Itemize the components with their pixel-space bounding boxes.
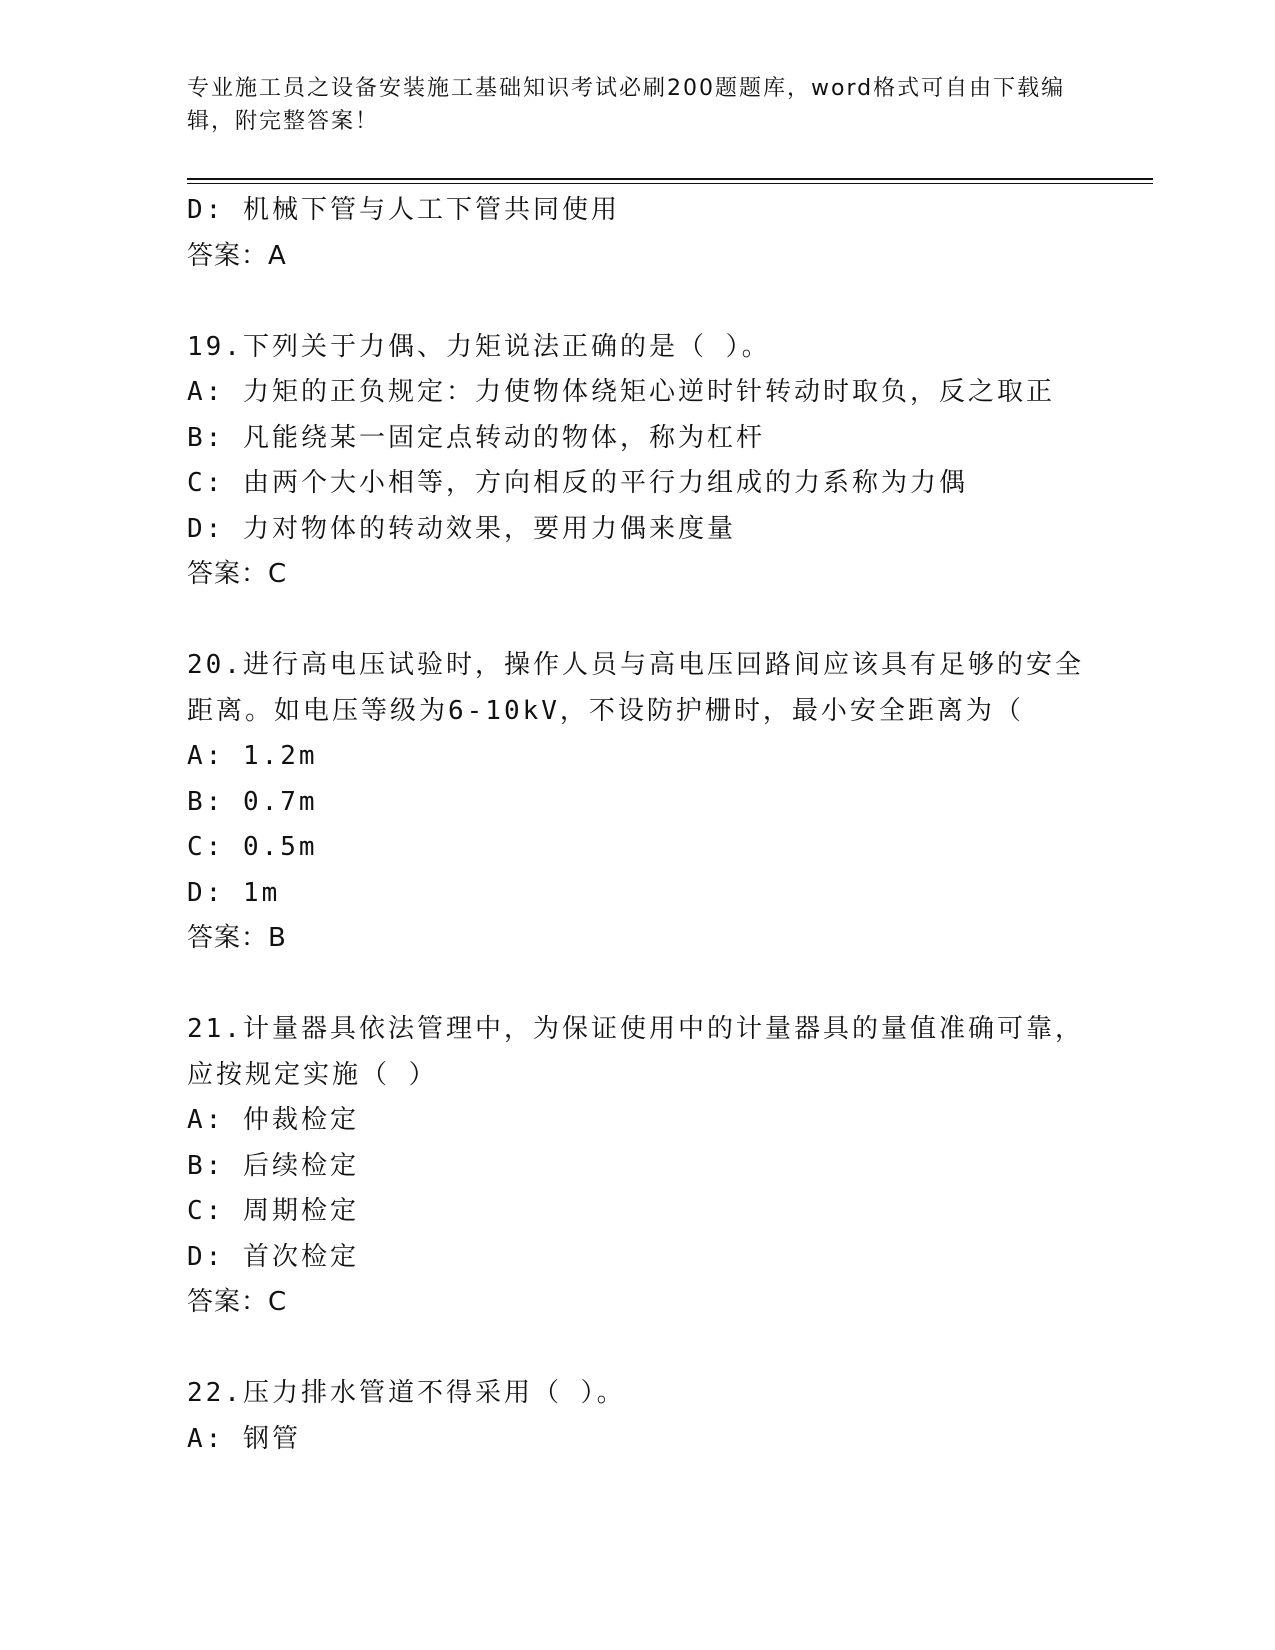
- option-d: D: 首次检定: [187, 1241, 359, 1272]
- document-header: [187, 72, 1087, 138]
- answer: 答案：B: [187, 923, 287, 953]
- option-c: C: 由两个大小相等，方向相反的平行力组成的力系称为力偶: [187, 468, 968, 498]
- question-stem: 应按规定实施（ ）: [187, 1059, 438, 1090]
- answer: 答案：A: [187, 240, 287, 271]
- answer: 答案：C: [187, 1287, 288, 1317]
- option-b: B: 后续检定: [187, 1150, 359, 1181]
- header-divider-thin: [187, 183, 1153, 184]
- option-a: A: 力矩的正负规定：力使物体绕矩心逆时针转动时取负，反之取正: [187, 377, 1055, 407]
- header-title: 专业施工员之设备安装施工基础知识考试必刷200题题库，word格式可自由下载编辑，附完整答案！: [187, 76, 1066, 134]
- option-d: D: 机械下管与人工下管共同使用: [187, 195, 620, 225]
- option-d: D: 力对物体的转动效果，要用力偶来度量: [187, 513, 736, 544]
- option-a: A: 仲裁检定: [187, 1105, 359, 1135]
- question-stem: 距离。如电压等级为6-10kV，不设防护栅时，最小安全距离为（: [187, 695, 1024, 726]
- spacer: [187, 962, 1137, 1008]
- answer: 答案：C: [187, 559, 288, 589]
- spacer: [187, 1326, 1137, 1372]
- spacer: [187, 598, 1137, 644]
- option-c: C: 周期检定: [187, 1196, 359, 1226]
- header-divider-thick: [187, 178, 1153, 180]
- question-stem: 22.压力排水管道不得采用（ ）。: [187, 1378, 626, 1408]
- document-body: [187, 188, 1137, 1462]
- option-d: D: 1m: [187, 877, 281, 908]
- question-stem: 21.计量器具依法管理中，为保证使用中的计量器具的量值准确可靠，: [187, 1014, 1084, 1044]
- option-b: B: 0.7m: [187, 786, 318, 817]
- question-stem: 20.进行高电压试验时，操作人员与高电压回路间应该具有足够的安全: [187, 650, 1084, 680]
- option-a: A: 钢管: [187, 1423, 301, 1454]
- option-b: B: 凡能绕某一固定点转动的物体，称为杠杆: [187, 422, 765, 453]
- question-stem: 19.下列关于力偶、力矩说法正确的是（ ）。: [187, 331, 771, 362]
- spacer: [187, 279, 1137, 325]
- option-a: A: 1.2m: [187, 741, 318, 771]
- option-c: C: 0.5m: [187, 832, 318, 862]
